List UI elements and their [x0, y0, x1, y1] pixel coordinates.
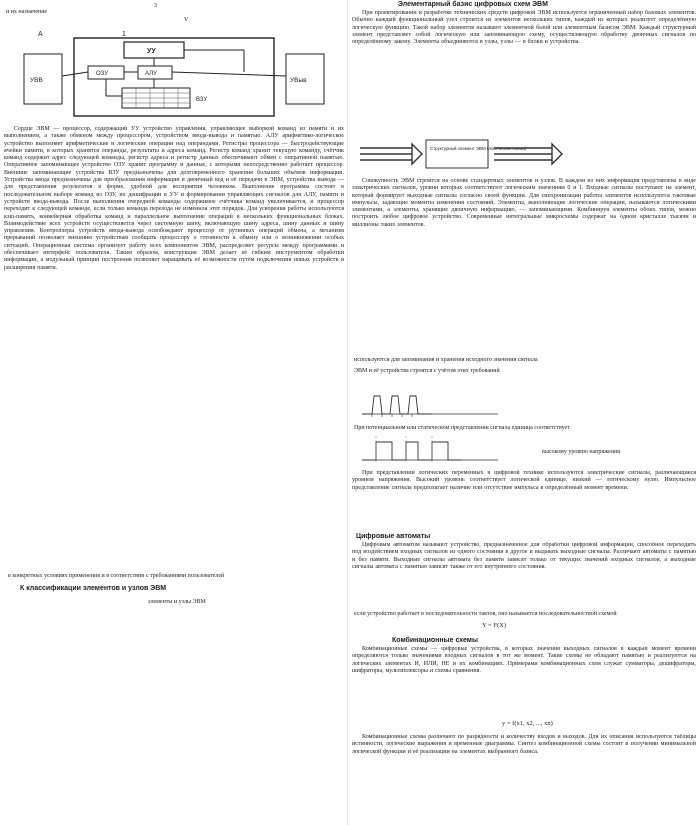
right-body-text-3: Совокупность ЭВМ строится на основе стандартных элементов и узлов. В каждом из них информация представлена в виде электрических сигналов, уровни которых соответствуют логическим значениям 0 и 1. Входные сигналы поступают на элемент, который формирует выходные сигналы согласно своей функции. Для синхронизации работы элементов используются тактовые импульсы, задающие моменты изменения состояний. Элементы, выполняющие логические операции, называются логическими элементами, а элементы, хранящие двоичную информацию, — запоминающими. Комбинируя элементы обоих типов, можно построить любое цифровое устройство. Современные интегральные микросхемы содержат на одном кристалле тысячи и миллионы таких элементов. — [352, 178, 696, 228]
right-body-tail-2: ЭВМ и её устройства строятся с учётом этих требований — [354, 368, 500, 374]
left-body-tail: в конкретных условиях применения и в соответствии с требованиями пользователей — [8, 573, 225, 579]
column-divider — [347, 0, 348, 825]
level-timing-diagram — [362, 432, 502, 468]
right-title-2: Цифровые автоматы — [356, 533, 431, 540]
right-body-text-2: При проектировании и разработке технических средств цифровой ЭВМ используется ограниченный набор базовых элементов. Обычно каждый функциональный узел строится из элементов нескольких типов, каждый из которых реализует определённую логическую функцию. Такой набор элементов называют элементной базой или элементным базисом ЭВМ. Каждый структурный элемент представляет собой логическую или запоминающую схему, осуществляющую обработку двоичных сигналов по определённому закону. Элементы объединяются в узлы, узлы — в блоки и устройства. — [352, 10, 696, 46]
right-body-text-6: Комбинационные схемы — цифровые устройства, в которых значения выходных сигналов в каждый момент времени определяются только значениями входных сигналов в тот же момент. Такие схемы не обладают памятью и реализуются на логических элементах И, ИЛИ, НЕ и их комбинациях. Примерами комбинационных схем служат сумматоры, дешифраторы, шифраторы, мультиплексоры и схемы сравнения. — [352, 646, 696, 674]
diagram-box-vzu-label: ВЗУ — [196, 97, 208, 103]
diagram-box-alu-label: АЛУ — [145, 71, 157, 77]
left-section-subtitle: элементы и узлы ЭВМ — [148, 599, 206, 605]
structural-element-diagram — [356, 138, 686, 174]
computer-architecture-diagram — [14, 26, 334, 122]
right-body-tail-3: если устройство работает в последовательности тактов, оно называется последовательностной схемой — [354, 611, 617, 617]
timing-caption-1: При потенциальном или статическом представлении сигнала единица соответствует — [354, 425, 570, 431]
input-arrow — [360, 144, 422, 164]
intro-letter: V — [184, 17, 189, 23]
page-marker: 3 — [154, 3, 157, 9]
right-title-3: Комбинационные схемы — [392, 637, 478, 644]
right-title-1: Элементарный базис цифровых схем ЭВМ — [398, 1, 548, 8]
left-body-text-1: Сердце ЭВМ — процессор, содержащий УУ устройство управления, управляющее выборкой команд из памяти и их выполнением, а также обменом между процессором, устройством ввода-вывода и памятью. АЛУ арифметико-логическое устройство выполняет арифметические и логические операции над операндами. Регистры процессора — быстродействующие ячейки памяти, в которых хранятся операнды, результаты и адреса команд. Регистр команд хранит текущую команду, счётчик команд содержит адрес следующей команды, регистр адреса и регистр данных обеспечивают обмен с оперативной памятью. Оперативное запоминающее устройство ОЗУ хранит программу и данные, с которыми непосредственно работает процессор. Внешние запоминающие устройства ВЗУ предназначены для долговременного хранения больших объёмов информации. Устройства ввода предназначены для преобразования информации в двоичный код и её передачи в ЭВМ, устройства вывода — для представления результатов в форме, удобной для восприятия человеком. Выполнение программы состоит в последовательном выборе команд из ОЗУ, их дешифрации в УУ и формировании управляющих сигналов для АЛУ, памяти и устройств ввода-вывода. После выполнения очередной команды содержимое счётчика команд увеличивается, и процессор переходит к следующей команде, если только команда перехода не изменила этот порядок. Для ускорения работы используются кэш-память, конвейерная обработка команд и параллельное выполнение операций в нескольких функциональных блоках. Взаимодействие всех устройств осуществляется через системную шину, включающую шину адреса, шину данных и шину управления. Контроллеры устройств ввода-вывода освобождают процессор от рутинных операций обмена, а механизм прерываний позволяет внешним устройствам сообщать процессору о готовности к обмену или о возникновении особых ситуаций. Операционная система организует работу всех компонентов ЭВМ, распределяет ресурсы между программами и обеспечивает интерфейс пользователя. Таким образом, конструкция ЭВМ делает её гибким инструментом обработки информации, а модульный принцип построения позволяет наращивать её возможности путём подключения новых устройств и расширения памяти. — [4, 126, 344, 271]
left-section-title: К классификации элементов и узлов ЭВМ — [20, 585, 167, 592]
structural-element-label: Структурный элемент ЭВМ (логическая схема) — [430, 146, 527, 151]
diagram-label-a: A — [38, 31, 43, 38]
diagram-box-ozu-label: ОЗУ — [96, 71, 109, 77]
diagram-box-vyvod-label: УВыв — [290, 77, 307, 84]
left-column — [4, 0, 344, 825]
timing-caption-2: высокому уровню напряжения — [542, 449, 621, 455]
diagram-label-1: 1 — [122, 31, 126, 38]
formula-1: Y = F(X) — [482, 622, 507, 629]
right-column — [352, 0, 696, 825]
diagram-box-vvod-label: УВВ — [30, 77, 43, 84]
right-body-text-7: Комбинационные схемы различают по разрядности и количеству входов и выходов. Для их описания используются таблицы истинности, логические выражения и временные диаграммы. Синтез комбинационной схемы состоит в получении минимальной логической функции и её реализации на элементах выбранного базиса. — [352, 734, 696, 755]
level-waveform — [362, 442, 462, 460]
pulse-timing-diagram — [362, 382, 502, 422]
formula-2: y = f(x1, x2, ..., xn) — [502, 720, 553, 727]
diagram-box-uu-label: УУ — [147, 48, 156, 55]
pulse-waveform — [362, 396, 432, 414]
structural-element-box — [426, 140, 488, 168]
right-body-text-4: При представлении логических переменных в цифровой технике используются электрические сигналы, различающиеся уровнем напряжения. Высокий уровень соответствует логической единице, низкий — логическому нулю. Импульсное представление сигнала предполагает наличие или отсутствие импульса в определённый момент времени. — [352, 470, 696, 491]
pulse-ticks — [372, 414, 412, 417]
intro-line: и их назначение — [6, 9, 48, 15]
right-body-tail-1: используются для запоминания и хранения исходного значения сигнала — [354, 357, 538, 363]
right-body-text-5: Цифровым автоматом называют устройство, предназначенное для обработки цифровой информации, способное переходить под воздействием входных сигналов из одного состояния в другое и выдавать выходные сигналы. Различают автоматы с памятью и без памяти. Выходные сигналы автомата без памяти зависят только от текущих значений входных сигналов, а выходные сигналы автомата с памятью зависят также от его внутреннего состояния. — [352, 542, 696, 570]
